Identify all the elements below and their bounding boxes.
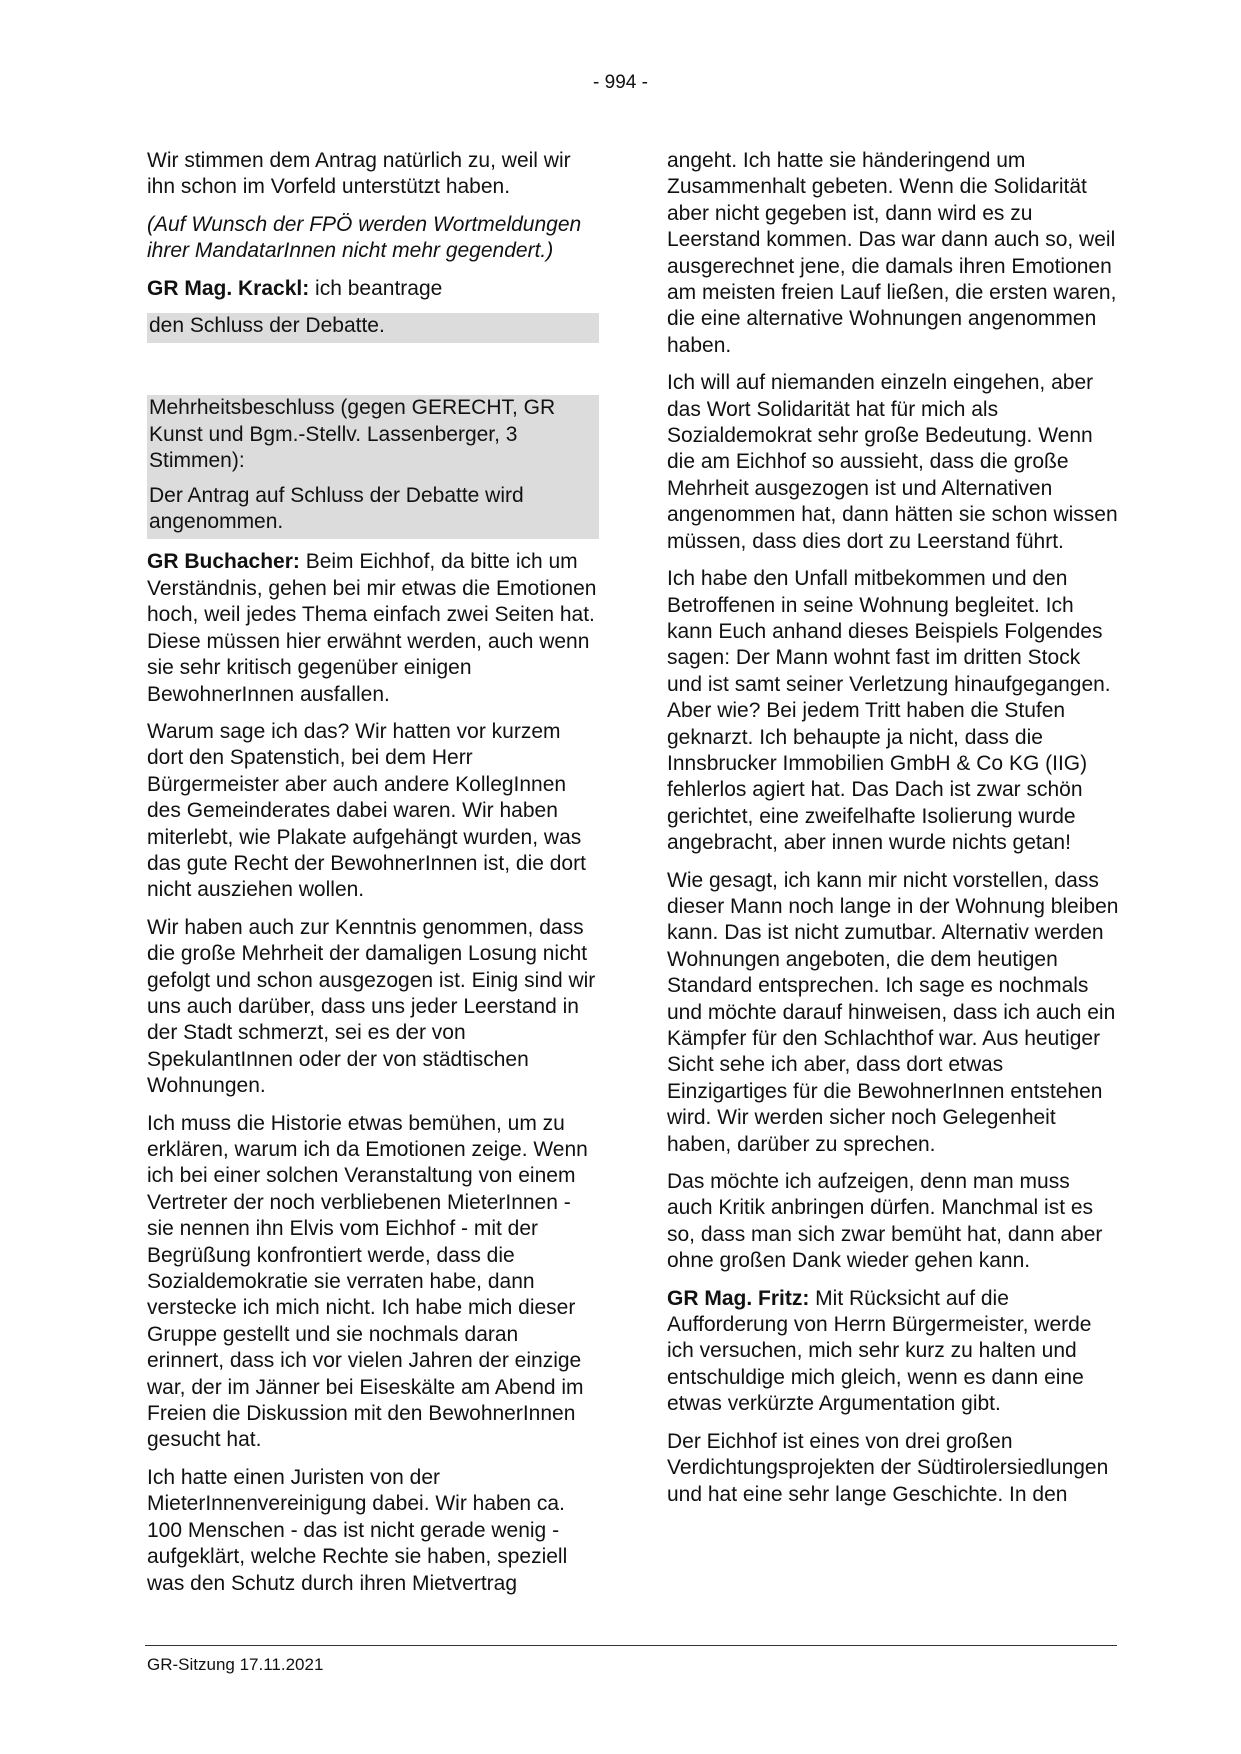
paragraph: Wie gesagt, ich kann mir nicht vorstellen, dass dieser Mann noch lange in der Wohnung bleiben kann. Das ist nicht zumutbar. Alternativ werden Wohnungen angeboten, die dem heutigen Standard entsprechen. Ich sage es nochmals und möchte darauf hinweisen, dass ich auch ein Kämpfer für den Schlachthof war. Aus heutiger Sicht sehe ich aber, dass dort etwas Einzigartiges für die BewohnerInnen entstehen wird. Wir werden sicher noch Gelegenheit haben, darüber zu sprechen. <box>667 868 1119 1156</box>
speech-text: ich beantrage <box>309 276 443 300</box>
paragraph: Warum sage ich das? Wir hatten vor kurzem dort den Spatenstich, bei dem Herr Bürgermeister aber auch andere KollegInnen des Gemeinderates dabei waren. Wir haben miterlebt, wie Plakate aufgehängt wurden, was das gute Recht der BewohnerInnen ist, die dort nicht ausziehen wollen. <box>147 719 586 902</box>
resolution-vote: Mehrheitsbeschluss (gegen GERECHT, GR Kunst und Bgm.-Stellv. Lassenberger, 3 Stimmen): <box>149 396 556 473</box>
paragraph: Das möchte ich aufzeigen, denn man muss auch Kritik anbringen dürfen. Manchmal ist es so, dass man sich zwar bemüht hat, dann aber ohne großen Dank wieder gehen kann. <box>667 1170 1103 1273</box>
paragraph: Wir stimmen dem Antrag natürlich zu, weil wir ihn schon im Vorfeld unterstützt haben. <box>147 149 571 199</box>
speech-paragraph <box>667 1286 1119 1418</box>
editorial-note: (Auf Wunsch der FPÖ werden Wortmeldungen ihrer MandatarInnen nicht mehr gegendert.) <box>147 212 582 263</box>
paragraph: Ich muss die Historie etwas bemühen, um zu erklären, warum ich da Emotionen zeige. Wenn ich bei einer solchen Veranstaltung von einem Vertreter der noch verbliebenen MieterInnen - sie nennen ihn Elvis vom Eichhof - mit der Begrüßung konfrontiert werde, dass die Sozialdemokratie sie verraten habe, dann verstecke ich mich nicht. Ich habe mich dieser Gruppe gestellt und sie nochmals daran erinnert, dass ich vor vielen Jahren der einzige war, der im Jänner bei Eiseskälte am Abend im Freien die Diskussion mit den BewohnerInnen gesucht hat. <box>147 1111 588 1452</box>
paragraph: Wir haben auch zur Kenntnis genommen, dass die große Mehrheit der damaligen Losung nicht gefolgt und schon ausgezogen ist. Einig sind wir uns auch darüber, dass uns jeder Leerstand in der Stadt schmerzt, sei es der von SpekulantInnen oder der von städtischen Wohnungen. <box>147 915 596 1098</box>
resolution-block <box>147 395 599 539</box>
paragraph: Ich habe den Unfall mitbekommen und den Betroffenen in seine Wohnung begleitet. Ich kann Euch anhand dieses Beispiels Folgendes sagen: Der Mann wohnt fast im dritten Stock und ist samt seiner Verletzung hinaufgegangen. Aber wie? Bei jedem Tritt haben die Stufen geknarzt. Ich behaupte ja nicht, dass die Innsbrucker Immobilien GmbH & Co KG (IIG) fehlerlos agiert hat. Das Dach ist zwar schön gerichtet, eine zweifelhafte Isolierung wurde angebracht, aber innen wurde nichts getan! <box>667 567 1111 855</box>
paragraph: angeht. Ich hatte sie händeringend um Zusammenhalt gebeten. Wenn die Solidarität aber nicht gegeben ist, dann wird es zu Leerstand kommen. Das war dann auch so, weil ausgerechnet jene, die damals ihren Emotionen am meisten freien Lauf ließen, die ersten waren, die eine alternative Wohnungen angenommen haben. <box>667 149 1117 357</box>
resolution-result: Der Antrag auf Schluss der Debatte wird angenommen. <box>149 483 524 534</box>
speaker-name: GR Buchacher: <box>147 550 300 574</box>
left-column <box>147 148 599 1608</box>
page-number: - 994 - <box>593 72 648 93</box>
footer-session-date: GR-Sitzung 17.11.2021 <box>147 1655 324 1674</box>
motion-text: den Schluss der Debatte. <box>147 313 599 343</box>
paragraph: Ich hatte einen Juristen von der MieterInnenvereinigung dabei. Wir haben ca. 100 Menschen - das ist nicht gerade wenig - aufgeklärt, welche Rechte sie haben, speziell was den Schutz durch ihren Mietvertrag <box>147 1465 568 1595</box>
speaker-name: GR Mag. Krackl: <box>147 276 310 300</box>
footer-divider <box>145 1645 1117 1646</box>
speech-paragraph <box>147 276 599 302</box>
right-column <box>667 148 1119 1519</box>
speech-paragraph <box>147 549 599 707</box>
speech-text: Mit Rücksicht auf die Aufforderung von Herrn Bürgermeister, werde ich versuchen, mich sehr kurz zu halten und entschuldige mich gleich, wenn es dann eine etwas verkürzte Argumentation gibt. <box>667 1286 1092 1416</box>
speech-text: Beim Eichhof, da bitte ich um Verständnis, gehen bei mir etwas die Emotionen hoch, weil jedes Thema einfach zwei Seiten hat. Diese müssen hier erwähnt werden, auch wenn sie sehr kritisch gegenüber einigen BewohnerInnen ausfallen. <box>147 550 597 706</box>
speaker-name: GR Mag. Fritz: <box>667 1286 810 1310</box>
paragraph: Der Eichhof ist eines von drei großen Verdichtungsprojekten der Südtirolersiedlungen und hat eine sehr lange Geschichte. In den <box>667 1429 1109 1506</box>
paragraph: Ich will auf niemanden einzeln eingehen, aber das Wort Solidarität hat für mich als Sozialdemokrat sehr große Bedeutung. Wenn die am Eichhof so aussieht, dass die große Mehrheit ausgezogen ist und Alternativen angenommen hat, dann hätten sie schon wissen müssen, dass dies dort zu Leerstand führt. <box>667 371 1118 553</box>
